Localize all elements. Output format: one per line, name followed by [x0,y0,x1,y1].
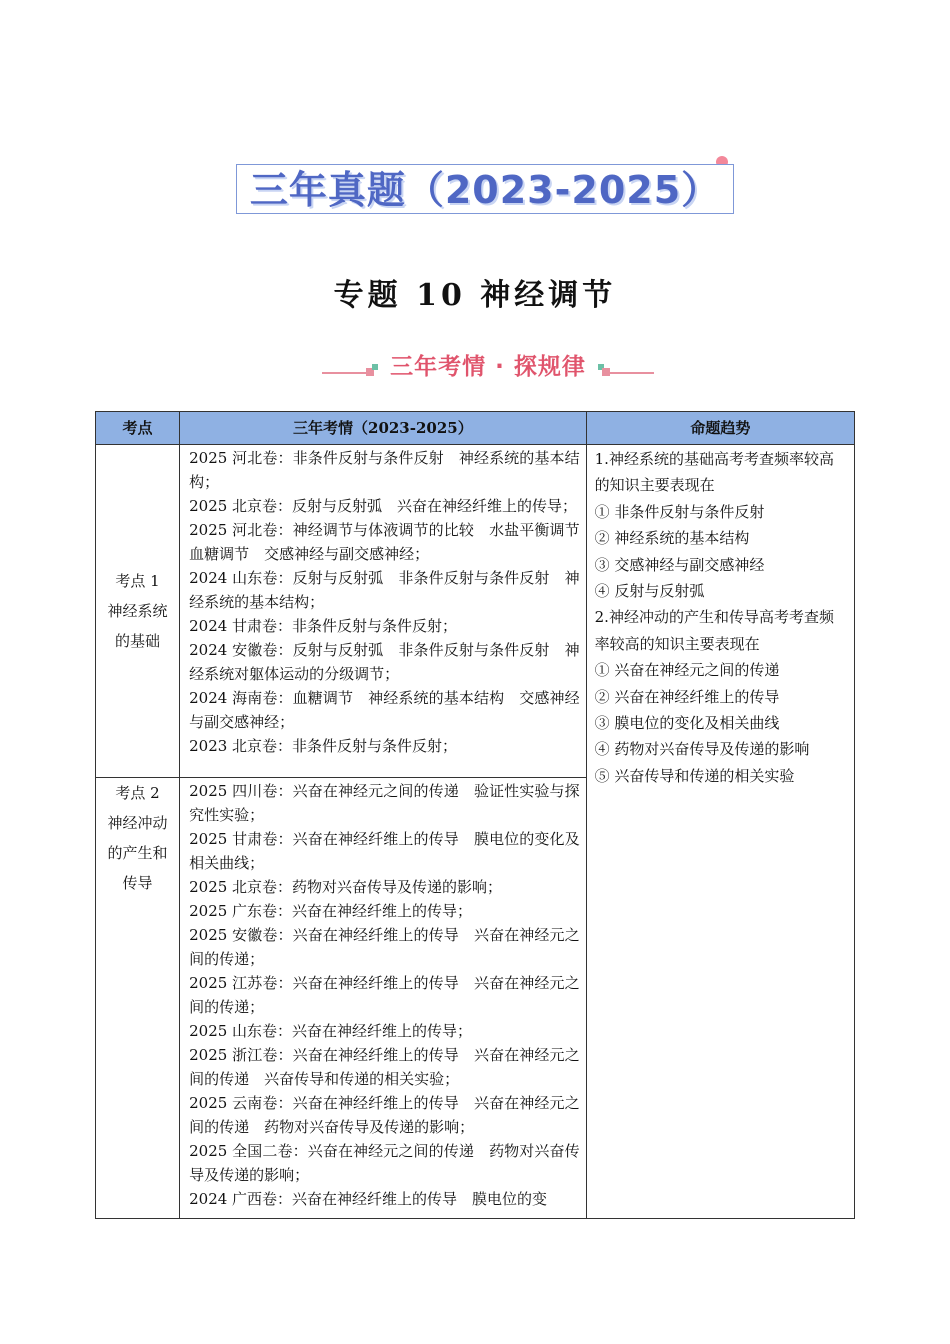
point-1-line: 的基础 [115,632,161,650]
subheading-right-line [610,372,654,374]
trend-item: 1.神经系统的基础高考考查频率较高的知识主要表现在 [594,450,834,495]
table-header-row [96,412,855,445]
table-row [96,445,855,778]
exam-analysis-table [95,411,855,1219]
trend-item: ⑤ 兴奋传导和传递的相关实验 [594,766,795,785]
subheading-text: 三年考情 · 探规律 [390,354,586,380]
exam-entry: 2023 北京卷：非条件反射与条件反射； [189,737,458,755]
trend-item: 2.神经冲动的产生和传导高考考查频率较高的知识主要表现在 [594,608,834,653]
point-1-line: 神经系统 [107,602,168,620]
exam-entry: 2024 山东卷：反射与反射弧 非条件反射与条件反射 神经系统的基本结构； [189,569,580,611]
point-2-cell [96,778,180,1219]
exam-entry: 2025 北京卷：反射与反射弧 兴奋在神经纤维上的传导； [189,497,578,515]
point-2-line: 考点 2 [115,784,160,802]
header-trend: 命题趋势 [586,412,854,445]
exam-entry: 2025 北京卷：药物对兴奋传导及传递的影响； [189,878,503,896]
exam-entry: 2024 广西卷：兴奋在神经纤维上的传导 膜电位的变 [189,1190,548,1208]
exam-entry: 2024 甘肃卷：非条件反射与条件反射； [189,617,458,635]
exam-entry: 2025 云南卷：兴奋在神经纤维上的传导 兴奋在神经元之间的传递 药物对兴奋传导及传递的影响； [189,1094,580,1136]
exam-entry: 2025 广东卷：兴奋在神经纤维上的传导； [189,902,473,920]
exam-entry: 2025 四川卷：兴奋在神经元之间的传递 验证性实验与探究性实验； [189,782,580,824]
header-point: 考点 [96,412,180,445]
section-subheading [322,350,654,384]
exam-entry: 2025 甘肃卷：兴奋在神经纤维上的传导 膜电位的变化及相关曲线； [189,830,580,872]
point-2-line: 传导 [122,874,153,892]
point-1-line: 考点 1 [115,572,160,590]
exam-entry: 2025 安徽卷：兴奋在神经纤维上的传导 兴奋在神经元之间的传递； [189,926,580,968]
trend-item: ② 兴奋在神经纤维上的传导 [594,687,780,706]
point-1-exams-cell [180,445,595,778]
trend-item: ③ 膜电位的变化及相关曲线 [594,714,780,733]
subheading-right-square [602,368,610,376]
exam-entry: 2024 安徽卷：反射与反射弧 非条件反射与条件反射 神经系统对躯体运动的分级调节； [189,641,580,683]
exam-entry: 2025 河北卷：神经调节与体液调节的比较 水盐平衡调节 血糖调节 交感神经与副交感神经； [189,521,595,563]
exam-entry: 2025 江苏卷：兴奋在神经纤维上的传导 兴奋在神经元之间的传递； [189,974,580,1016]
title-banner [236,164,734,214]
trend-item: ① 非条件反射与条件反射 [594,502,765,521]
trend-item: ① 兴奋在神经元之间的传递 [594,661,780,680]
banner-text: 三年真题（2023-2025） [249,168,721,212]
trend-item: ② 神经系统的基本结构 [594,529,750,548]
exam-entry: 2025 山东卷：兴奋在神经纤维上的传导； [189,1022,473,1040]
trend-item: ④ 药物对兴奋传导及传递的影响 [594,740,810,759]
header-exams: 三年考情（2023-2025） [180,412,587,445]
point-2-line: 神经冲动 [107,814,168,832]
exam-entry: 2025 浙江卷：兴奋在神经纤维上的传导 兴奋在神经元之间的传递 兴奋传导和传递的相关实验； [189,1046,580,1088]
exam-entry: 2024 海南卷：血糖调节 神经系统的基本结构 交感神经与副交感神经； [189,689,580,731]
point-1-cell [96,445,180,778]
point-2-exams-cell [180,778,587,1219]
subheading-left-line [322,372,366,374]
trend-cell [586,445,854,1219]
trend-item: ③ 交感神经与副交感神经 [594,555,765,574]
trend-item: ④ 反射与反射弧 [594,582,705,601]
exam-entry: 2025 全国二卷：兴奋在神经元之间的传递 药物对兴奋传导及传递的影响； [189,1142,580,1184]
topic-title: 专题 10 神经调节 [333,278,617,313]
point-2-line: 的产生和 [107,844,168,862]
exam-entry: 2025 河北卷：非条件反射与条件反射 神经系统的基本结构； [189,449,580,491]
